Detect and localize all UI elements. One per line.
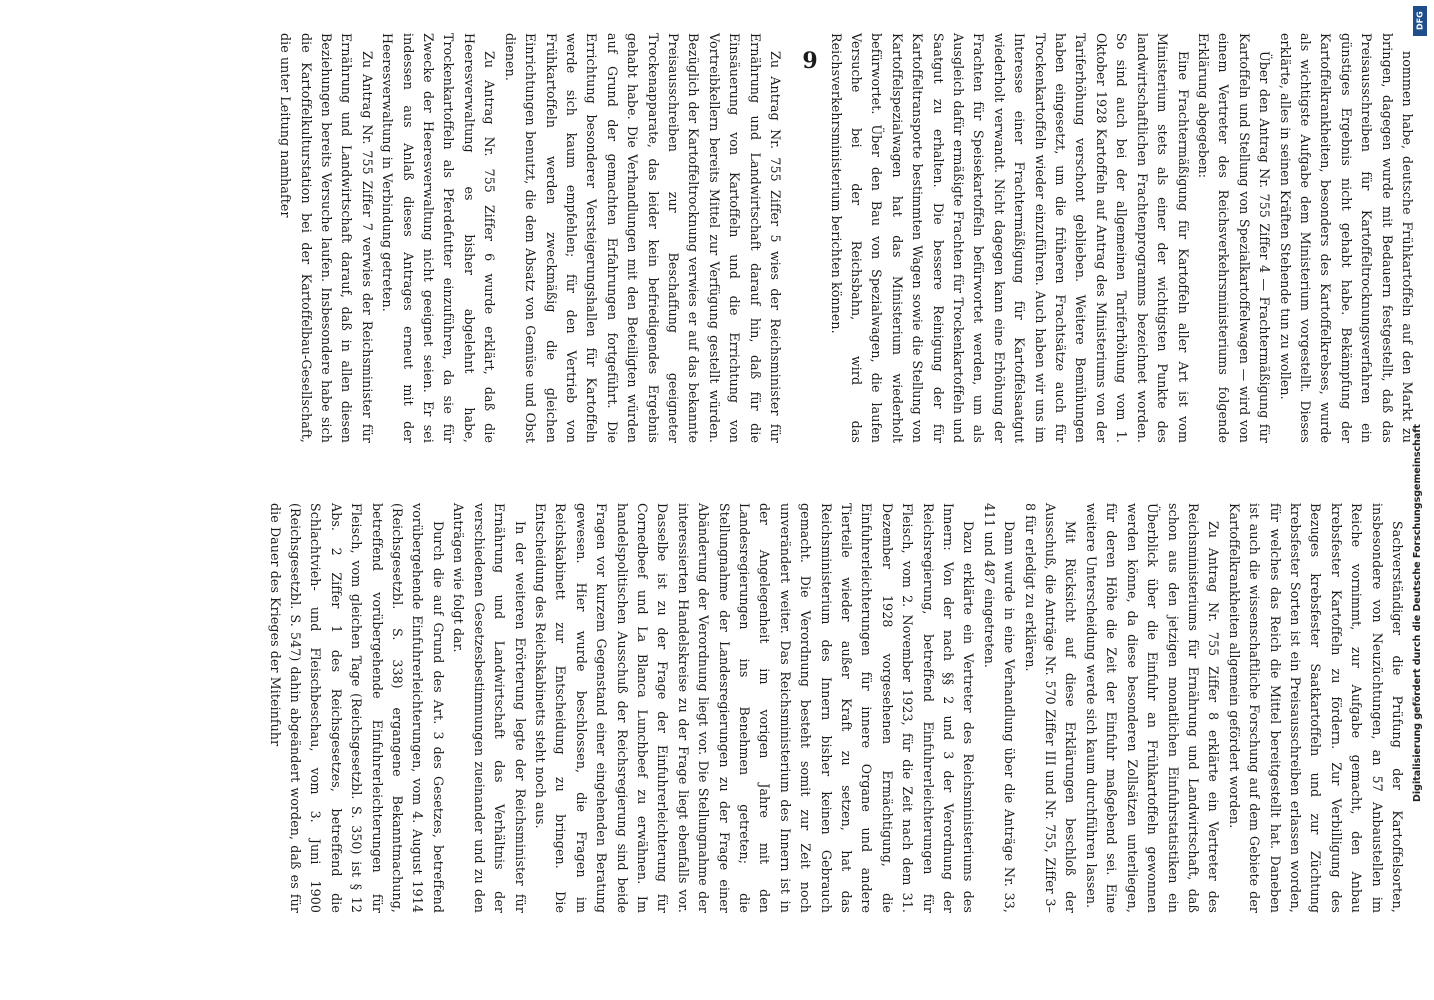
paragraph: Zu Antrag Nr. 755 Ziffer 8 erklärte ein Vertreter des Reichsministeriums für Ernährung und Landwirtschaft, daß schon aus den jetzigen monatlichen Einfuhrstatistiken ein Überblick über die Einfuhr an Frühkartoffeln gewonnen werden könne, da diese besonderen Zollsätzen unterliegen, für deren Höhe die Zeit der Einfuhr maßgebend sei. Eine weitere Unterscheidung werde sich kaum durchführen lassen.: [1083, 503, 1222, 913]
paragraph: Zu Antrag Nr. 755 Ziffer 7 verwies der Reichsminister für Ernährung und Landwirtschaft darauf, daß in allen diesen Beziehungen bereits Versuche laufen. Insbesondere habe sich die Kartoffelkulturstation bei der Kartoffelbau-Gesellschaft, die unter Leitung namhafter: [278, 33, 375, 443]
paragraph: nommen habe, deutsche Frühkartoffeln auf den Markt zu bringen, dagegen wurde mit Bedauern festgestellt, daß das Preisausschreiben für Kartoffeltrocknungsverfahren ein günstiges Ergebnis nicht gehabt habe. Bekämpfung der Kartoffelkrankheiten, besonders des Kartoffelkrebses, wurde als wichtigste Aufgabe dem Ministerium vorgestellt. Dieses erklärte, alles in seinen Kräften Stehende tun zu wollen.: [1277, 33, 1415, 443]
paragraph: Eine Frachtermäßigung für Kartoffeln aller Art ist vom Ministerium stets als einer der wichtigsten Punkte des landwirtschaftlichen Frachtenprogramms bezeichnet worden. So sind auch bei der allgemeinen Tariferhöhung vom 1. Oktober 1928 Kartoffeln auf Antrag des Ministeriums von der Tariferhöhung verschont geblieben. Weitere Bemühungen haben eingesetzt, um die früheren Frachtsätze auch für Trockenkartoffeln wieder einzuführen. Auch haben wir uns im Interesse einer Frachtermäßigung für Kartoffelsaatgut wiederholt verwandt. Nicht dagegen kann eine Erhöhung der Frachten für Speisekartoffeln befürwortet werden, um als Ausgleich dafür ermäßigte Frachten für Trockenkartoffeln und Saatgut zu erhalten. Die bessere Reinigung der für Kartoffeltransporte bestimmten Wagen sowie die Stellung von Kartoffelspezialwagen hat das Ministerium wiederholt befürwortet. Über den Bau von Spezialwagen, die laufen Versuche bei der Reichsbahn, wird das Reichsverkehrsministerium berichten können.: [828, 33, 1191, 443]
paragraph: Zu Antrag Nr. 755 Ziffer 6 wurde erklärt, daß die Heeresverwaltung es bisher abgelehnt habe, Trockenkartoffeln als Pferdefutter einzuführen, da sie für Zwecke der Heeresverwaltung nicht geeignet seien. Er sei indessen aus Anlaß dieses Antrages erneut mit der Heeresverwaltung in Verbindung getreten.: [380, 33, 498, 443]
paragraph: Mit Rücksicht auf diese Erklärungen beschloß der Ausschuß, die Anträge Nr. 570 Ziffer III und Nr. 755, Ziffer 3–8 für erledigt zu erklären.: [1022, 503, 1079, 913]
paragraph: Dann wurde in eine Verhandlung über die Anträge Nr. 33, 411 und 487 eingetreten.: [981, 503, 1018, 913]
left-column-lower: [275, 33, 785, 443]
paragraph: Sachverständiger die Prüfung der Kartoffelsorten, insbesondere von Neuzüchtungen, an 57 Anbaustellen im Reiche vornimmt, zur Aufgabe gemacht, den Anbau krebsfester Kartoffeln zu fördern. Zur Verbilligung des Bezuges krebsfester Saatkartoffeln und zur Züchtung krebsfester Sorten ist ein Preisausschreiben erlassen worden, für welches das Reich die Mittel bereitgestellt hat. Daneben ist auch die wissenschaftliche Forschung auf dem Gebiete der Kartoffelkrankheiten allgemein gefördert worden.: [1226, 503, 1405, 913]
dfg-logo-text: DFG: [1415, 11, 1425, 31]
paragraph: Durch die auf Grund des Art. 3 des Gesetzes, betreffend vorübergehende Einfuhrerleichterungen, vom 4. August 1914 (Reichsgesetzbl. S. 338) ergangene Bekanntmachung, betreffend vorübergehende Einfuhrerleichterungen für Fleisch, vom gleichen Tage (Reichsgesetzbl. S. 350) ist § 12 Abs. 2 Ziffer 1 des Reichsgesetzes, betreffend die Schlachtvieh- und Fleischbeschau, vom 3. Juni 1900 (Reichsgesetzbl. S. 547) dahin abgeändert worden, daß es für die Dauer des Krieges der Miteinfuhr: [267, 503, 446, 913]
paragraph: In der weiteren Erörterung legte der Reichsminister für Ernährung und Landwirtschaft das Verhältnis der verschiedenen Gesetzesbestimmungen zueinander und zu den Anträgen wie folgt dar.: [451, 503, 528, 913]
document-page: [17, 33, 1417, 963]
paragraph: Dazu erklärte ein Vertreter des Reichsministeriums des Innern: Von der nach §§ 2 und 3 der Verordnung der Reichsregierung, betreffend Einfuhrerleichterungen für Fleisch, vom 2. November 1923, für die Zeit nach dem 31. Dezember 1928 vorgesehenen Ermächtigung, die Einfuhrerleichterungen für innere Organe und andere Tierteile wieder außer Kraft zu setzen, hat das Reichsministerium des Innern bisher keinen Gebrauch gemacht. Die Verordnung besteht somit zur Zeit noch unverändert weiter. Das Reichsministerium des Innern ist in der Angelegenheit im vorigen Jahre mit den Landesregierungen ins Benehmen getreten; die Stellungnahme der Landesregierungen zu der Frage einer Abänderung der Verordnung liegt vor. Die Stellungnahme der interessierten Handelskreise zu der Frage liegt ebenfalls vor. Dasselbe ist zu der Frage der Einfuhrerleichterung für Cornedbeef und La Blanca Lunchbeef zu erwähnen. Im handelspolitischen Ausschuß der Reichsregierung sind beide Fragen vor kurzem Gegenstand einer eingehenden Beratung gewesen. Hier wurde beschlossen, die Fragen im Reichskabinett zur Entscheidung zu bringen. Die Entscheidung des Reichskabinetts steht noch aus.: [532, 503, 977, 913]
paragraph: Zu Antrag Nr. 755 Ziffer 5 wies der Reichsminister für Ernährung und Landwirtschaft darauf hin, daß für die Einsäuerung von Kartoffeln und die Errichtung von Vortreibkellern bereits Mittel zur Verfügung gestellt würden. Bezüglich der Kartoffeltrocknung verwies er auf das bekannte Preisausschreiben zur Beschaffung geeigneter Trockenapparate, das leider kein befriedigendes Ergebnis gehabt habe. Die Verhandlungen mit den Beteiligten würden auf Grund der gemachten Erfahrungen fortgeführt. Die Errichtung besonderer Versteigerungshallen für Kartoffeln werde sich kaum empfehlen; für den Vertrieb von Frühkartoffeln werden zweckmäßig die gleichen Einrichtungen benutzt, die dem Absatz von Gemüse und Obst dienen.: [502, 33, 783, 443]
dfg-logo: [1413, 6, 1427, 36]
paragraph: Über den Antrag Nr. 755 Ziffer 4 — Frachtermäßigung für Kartoffeln und Stellung von Spezialkartoffelwagen — wird von einem Vertreter des Reichsverkehrsministeriums folgende Erklärung abgegeben:: [1195, 33, 1273, 443]
digitization-sidebar: [1414, 0, 1430, 1000]
left-column-upper: [825, 33, 1417, 443]
page-number: 9: [802, 48, 818, 74]
digitization-credit: Digitalisierung gefördert durch die Deutsche Forschungsgemeinschaft: [1412, 424, 1423, 802]
right-column: [264, 503, 1407, 913]
